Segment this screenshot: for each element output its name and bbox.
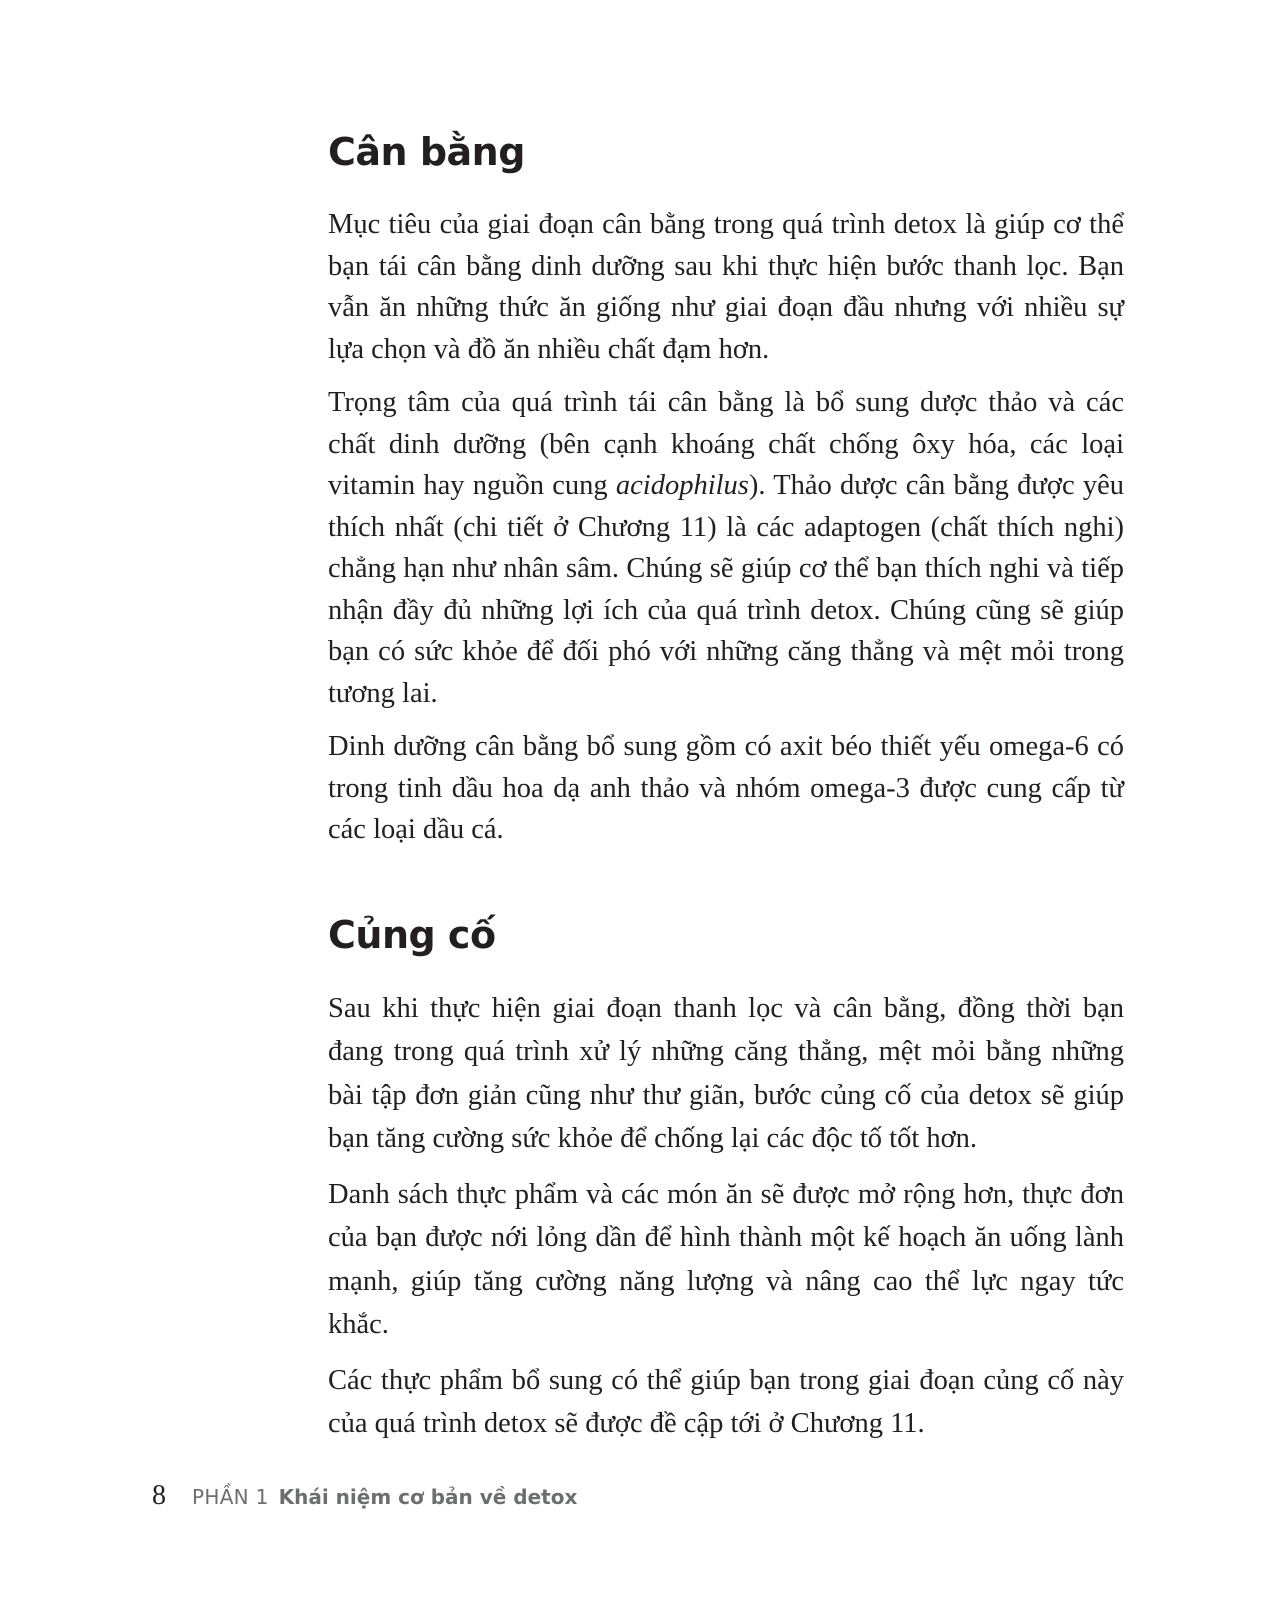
part-label: PHẦN 1	[192, 1485, 269, 1509]
section-heading: Cân bằng	[328, 130, 525, 174]
page-footer	[152, 1480, 577, 1520]
paragraph-text: ). Thảo dược cân bằng được yêu thích nhất (chi tiết ở Chương 11) là các adaptogen (chất thích nghi) chẳng hạn như nhân sâm. Chúng sẽ giúp cơ thể bạn thích nghi và tiếp nhận đầy đủ những lợi ích của quá trình detox. Chúng cũng sẽ giúp bạn có sức khỏe để đối phó với những căng thẳng và mệt mỏi trong tương lai.	[328, 470, 1125, 709]
section-cung-co	[328, 911, 1124, 1446]
section-can-bang	[328, 128, 1124, 851]
paragraph-text: Trọng tâm của quá trình tái cân bằng là bổ sung dược thảo và các chất dinh dưỡng (bên cạnh khoáng chất chống ôxy hóa, các loại vitamin hay nguồn cung	[328, 387, 1124, 501]
page-number: 8	[152, 1480, 166, 1511]
paragraph: Mục tiêu của giai đoạn cân bằng trong quá trình detox là giúp cơ thể bạn tái cân bằng dinh dưỡng sau khi thực hiện bước thanh lọc. Bạn vẫn ăn những thức ăn giống như giai đoạn đầu nhưng với nhiều sự lựa chọn và đồ ăn nhiều chất đạm hơn.	[328, 209, 1124, 365]
section-heading: Củng cố	[328, 912, 496, 957]
paragraph	[328, 382, 1124, 714]
page-content	[328, 128, 1124, 1458]
paragraph: Dinh dưỡng cân bằng bổ sung gồm có axit béo thiết yếu omega-6 có trong tinh dầu hoa dạ anh thảo và nhóm omega-3 được cung cấp từ các loại dầu cá.	[328, 731, 1124, 845]
paragraph: Các thực phẩm bổ sung có thể giúp bạn trong giai đoạn củng cố này của quá trình detox sẽ được đề cập tới ở Chương 11.	[328, 1364, 1124, 1439]
italic-term: acidophilus	[615, 470, 749, 501]
paragraph: Sau khi thực hiện giai đoạn thanh lọc và cân bằng, đồng thời bạn đang trong quá trình xử lý những căng thẳng, mệt mỏi bằng những bài tập đơn giản cũng như thư giãn, bước củng cố của detox sẽ giúp bạn tăng cường sức khỏe để chống lại các độc tố tốt hơn.	[328, 992, 1124, 1154]
chapter-title: Khái niệm cơ bản về detox	[278, 1485, 578, 1509]
paragraph: Danh sách thực phẩm và các món ăn sẽ được mở rộng hơn, thực đơn của bạn được nới lỏng dần để hình thành một kế hoạch ăn uống lành mạnh, giúp tăng cường năng lượng và nâng cao thể lực ngay tức khắc.	[328, 1178, 1124, 1340]
